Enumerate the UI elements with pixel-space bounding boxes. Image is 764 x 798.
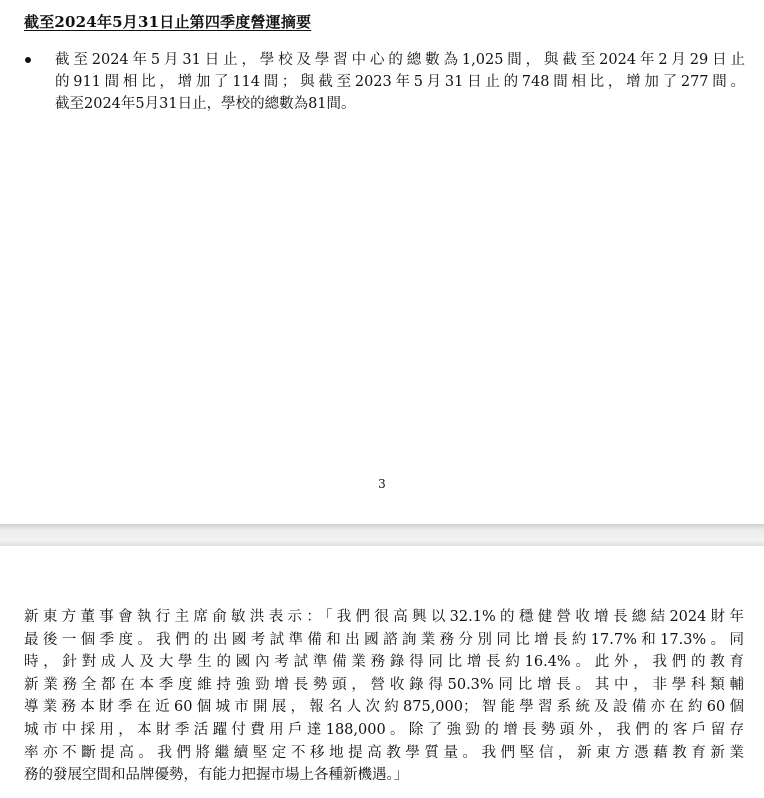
quote-line: 率亦不斷提高。我們將繼續堅定不移地提高教學質量。我們堅信，新東方憑藉教育新業 [24, 744, 744, 761]
quote-line: 時，針對成人及大學生的國內考試準備業務錄得同比增長約16.4%。此外，我們的教育 [24, 654, 744, 671]
bullet-line: 截至2024年5月31日止，學校及學習中心的總數為1,025間，與截至2024年2月29日止 [55, 52, 745, 68]
quote-line: 最後一個季度。我們的出國考試準備和出國諮詢業務分別同比增長約17.7%和17.3%。同 [24, 631, 744, 648]
page-number: 3 [378, 477, 386, 491]
section-heading: 截至2024年5月31日止第四季度營運摘要 [24, 13, 312, 31]
chairman-quote-paragraph [24, 606, 744, 787]
quote-line: 新業務全都在本季度維持強勁增長勢頭，營收錄得50.3%同比增長。其中，非學科類輔 [24, 676, 744, 693]
quote-line: 城市中採用，本財季活躍付費用戶達188,000。除了強勁的增長勢頭外，我們的客戶留存 [24, 721, 744, 738]
quote-line: 務的發展空間和品牌優勢，有能力把握市場上各種新機遇。」 [24, 767, 409, 784]
bullet-line: 截至2024年5月31日止，學校的總數為81間。 [55, 96, 356, 112]
quote-line: 新東方董事會執行主席俞敏洪表示：「我們很高興以32.1%的穩健營收增長總結2024財年 [24, 609, 744, 625]
page-separator [0, 524, 764, 546]
quote-line: 導業務本財季在近60個城市開展，報名人次約875,000；智能學習系統及設備亦在約60個 [24, 699, 744, 716]
bullet-line: 的911間相比，增加了114間；與截至2023年5月31日止的748間相比，增加了277間。 [55, 74, 745, 90]
bullet-dot-icon [25, 57, 31, 63]
bullet-paragraph [55, 49, 745, 115]
